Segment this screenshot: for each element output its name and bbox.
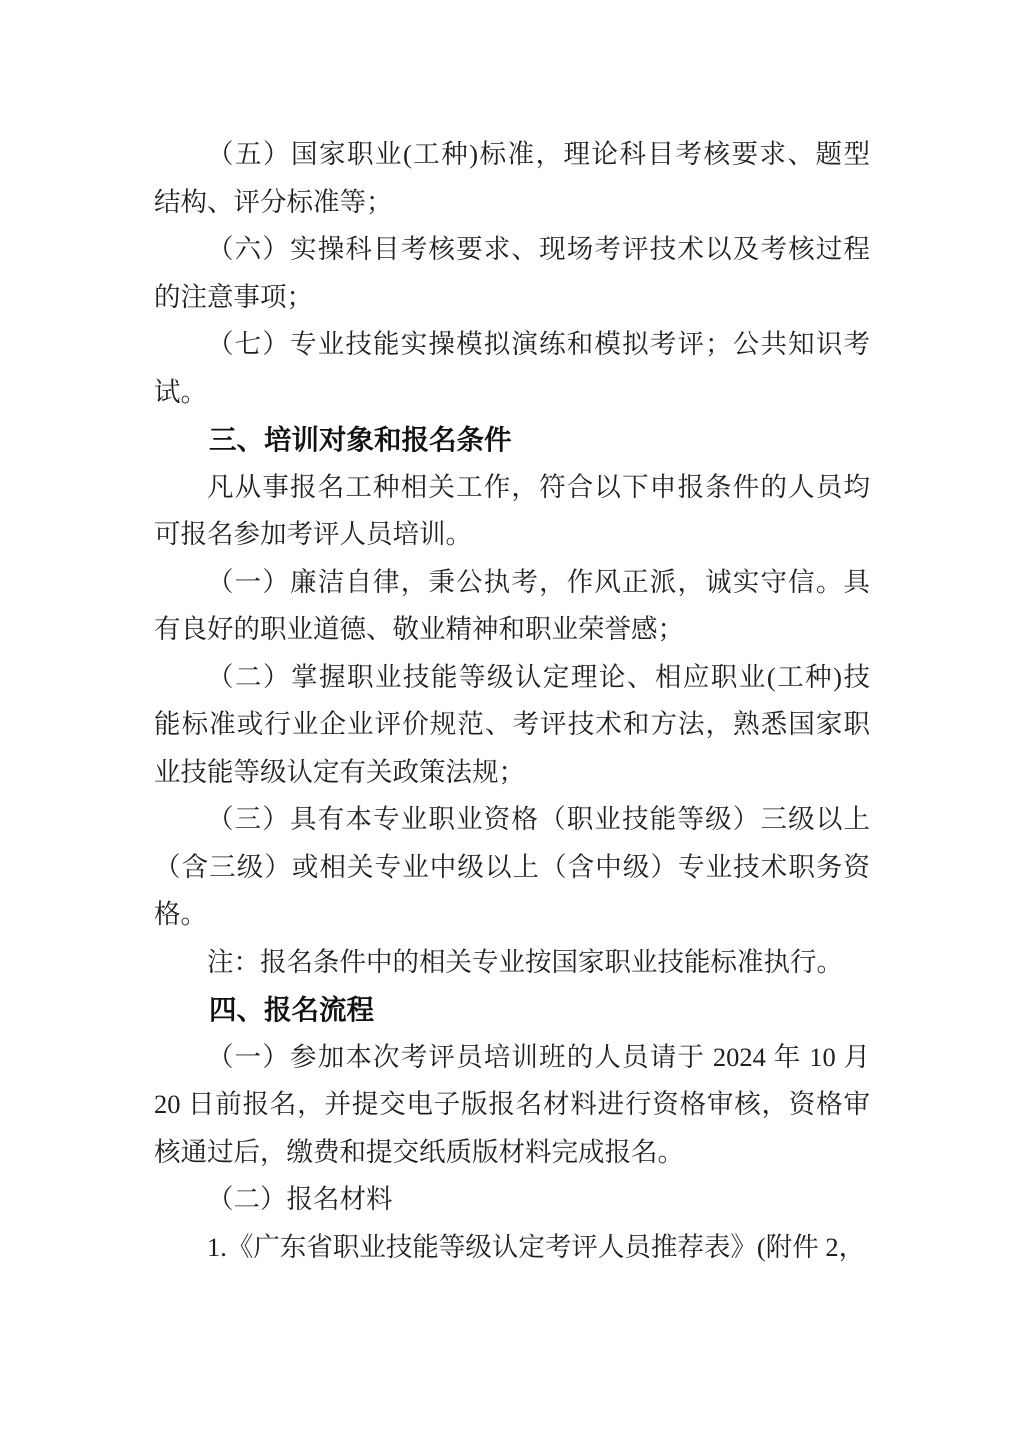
heading-registration-process: 四、报名流程	[209, 994, 374, 1025]
doc-line: 凡从事报名工种相关工作，符合以下申报条件的人员均	[207, 471, 870, 502]
doc-line: （二）掌握职业技能等级认定理论、相应职业(工种)技	[207, 661, 870, 692]
doc-line: 结构、评分标准等；	[154, 186, 393, 217]
heading-training-targets: 三、培训对象和报名条件	[209, 424, 512, 455]
doc-line: （七）专业技能实操模拟演练和模拟考评；公共知识考	[207, 329, 870, 359]
doc-line: 核通过后，缴费和提交纸质版材料完成报名。	[154, 1136, 684, 1167]
doc-line: 20 日前报名，并提交电子版报名材料进行资格审核，资格审	[154, 1089, 870, 1119]
doc-line: 可报名参加考评人员培训。	[154, 519, 472, 549]
doc-line: （一）廉洁自律，秉公执考，作风正派，诚实守信。具	[207, 566, 870, 597]
doc-line: 能标准或行业企业评价规范、考评技术和方法，熟悉国家职	[154, 709, 870, 739]
doc-line: （二）报名材料	[207, 1184, 393, 1214]
doc-line: （三）具有本专业职业资格（职业技能等级）三级以上	[207, 804, 870, 834]
doc-line: 有良好的职业道德、敬业精神和职业荣誉感；	[154, 614, 684, 644]
doc-line: 试。	[154, 376, 207, 407]
doc-line: （六）实操科目考核要求、现场考评技术以及考核过程	[207, 234, 870, 264]
doc-line: （含三级）或相关专业中级以上（含中级）专业技术职务资	[154, 851, 870, 882]
doc-line: （五）国家职业(工种)标准，理论科目考核要求、题型	[207, 139, 870, 169]
doc-line: 的注意事项；	[154, 281, 313, 312]
doc-line: 格。	[154, 899, 207, 929]
doc-line: 1.《广东省职业技能等级认定考评人员推荐表》(附件 2，	[207, 1231, 866, 1262]
doc-line-note: 注：报名条件中的相关专业按国家职业技能标准执行。	[207, 946, 843, 977]
doc-line: 业技能等级认定有关政策法规；	[154, 756, 525, 787]
doc-line: （一）参加本次考评员培训班的人员请于 2024 年 10 月	[207, 1041, 870, 1072]
